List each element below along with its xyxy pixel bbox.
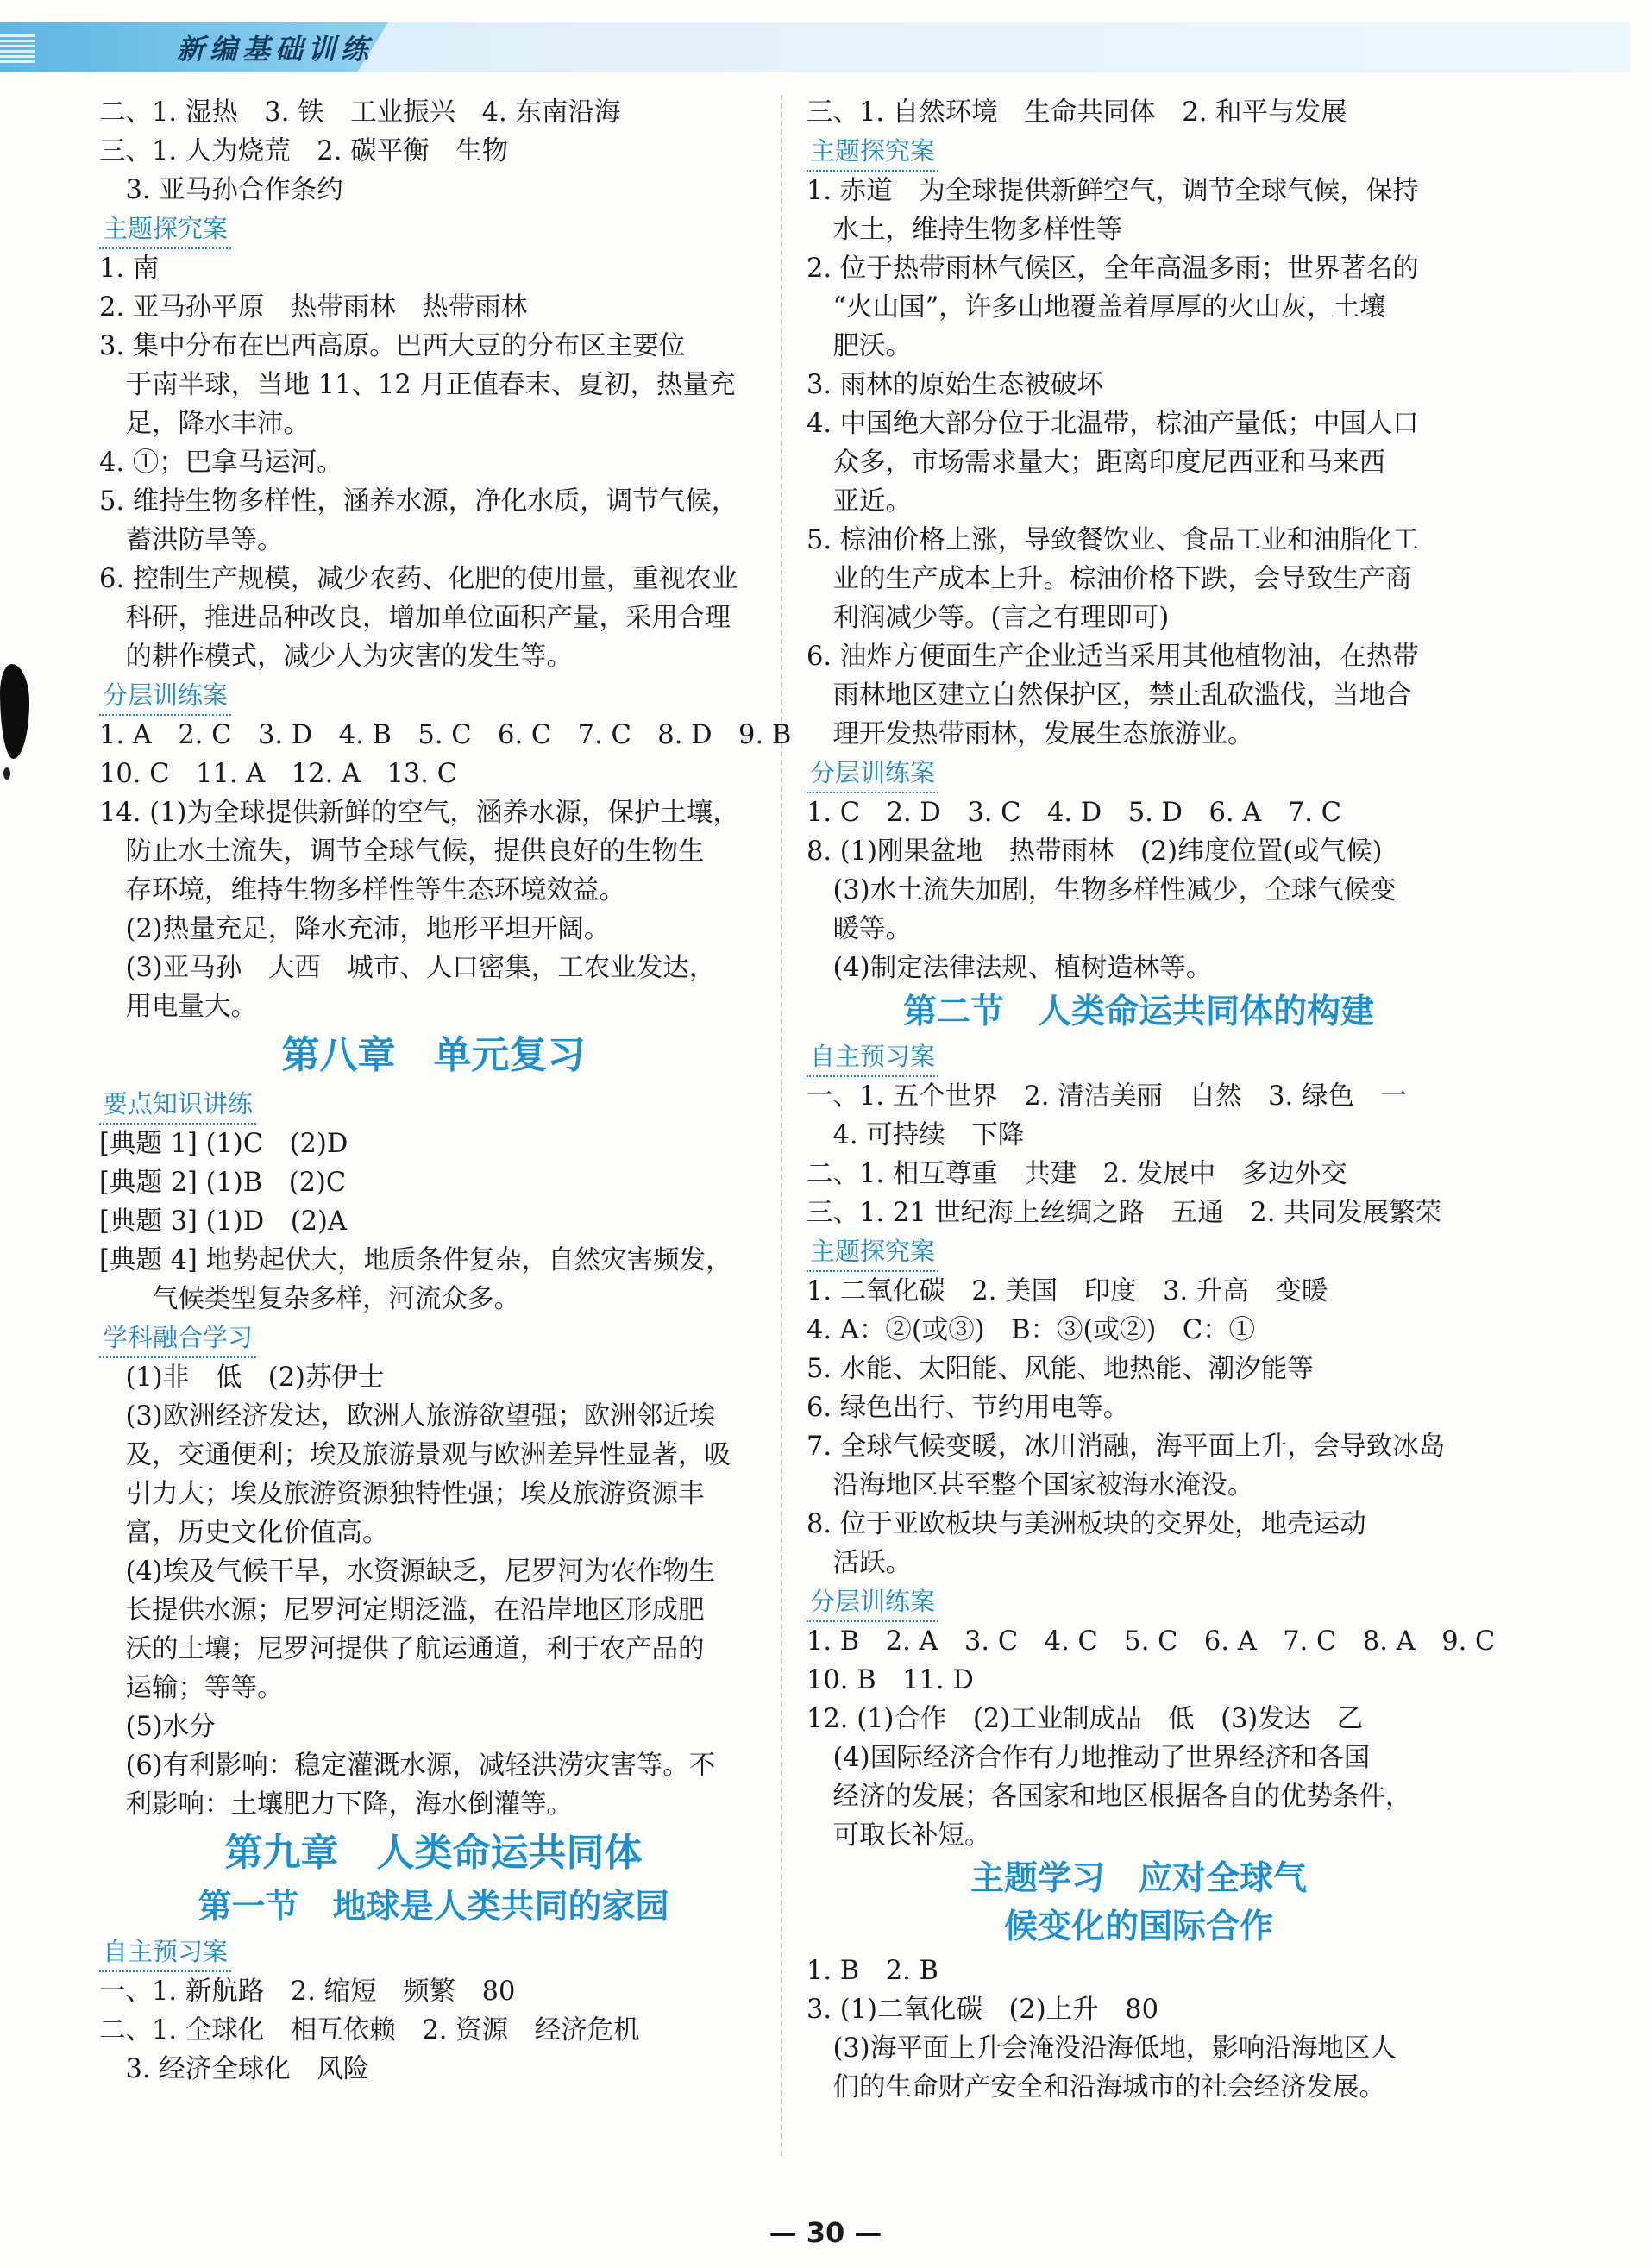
page-number: — 30 —	[769, 2216, 882, 2249]
answer-line: [典题 2] (1)B (2)C	[99, 1168, 347, 1198]
topic-heading: 主题学习 应对全球气	[970, 1859, 1307, 1898]
answer-line: [典题 3] (1)D (2)A	[99, 1206, 347, 1237]
answer-line: (1)非 低 (2)苏伊士	[99, 1363, 385, 1393]
answer-line: (5)水分	[99, 1712, 216, 1742]
chapter-heading: 第九章 人类命运共同体	[224, 1831, 643, 1875]
section-tag: 要点知识讲练	[99, 1085, 256, 1125]
section-tag: 自主预习案	[99, 1933, 231, 1972]
answer-line: 沿海地区甚至整个国家被海水淹没。	[807, 1470, 1254, 1501]
answer-line: 1. B 2. B	[807, 1956, 938, 1986]
answer-line: 7. 全球气候变暖，冰川消融，海平面上升，会导致冰岛	[807, 1432, 1446, 1462]
answer-line: 10. B 11. D	[807, 1665, 974, 1695]
topic-heading: 候变化的国际合作	[1003, 1908, 1273, 1946]
answer-line: 的耕作模式，减少人为灾害的发生等。	[99, 642, 573, 672]
header-title: 新编基础训练	[177, 33, 374, 66]
answer-line: [典题 1] (1)C (2)D	[99, 1129, 348, 1159]
answer-line: 12. (1)合作 (2)工业制成品 低 (3)发达 乙	[807, 1704, 1364, 1734]
answer-line: 2. 位于热带雨林气候区，全年高温多雨；世界著名的	[807, 254, 1419, 284]
answer-line: 5. 水能、太阳能、风能、地热能、潮汐能等	[807, 1354, 1314, 1384]
section-tag-row	[99, 210, 768, 249]
answer-line: 肥沃。	[807, 331, 912, 361]
answer-line: 引力大；埃及旅游资源独特性强；埃及旅游资源丰	[99, 1479, 705, 1509]
answer-line: 防止水土流失，调节全球气候，提供良好的生物生	[99, 836, 705, 867]
answer-line: 3. 雨林的原始生态被破坏	[807, 370, 1103, 400]
answer-line: 三、1. 人为烧荒 2. 碳平衡 生物	[99, 136, 509, 166]
scan-blot	[0, 664, 29, 759]
section-tag: 主题探究案	[99, 210, 231, 249]
answer-line: 4. 中国绝大部分位于北温带，棕油产量低；中国人口	[807, 409, 1419, 439]
section-heading: 第一节 地球是人类共同的家园	[198, 1888, 669, 1927]
left-column	[99, 93, 792, 2089]
answer-line: 暖等。	[807, 914, 912, 944]
chapter-heading: 第八章 单元复习	[281, 1033, 586, 1077]
answer-line: 业的生产成本上升。棕油价格下跌，会导致生产商	[807, 564, 1412, 594]
section-heading: 第二节 人类命运共同体的构建	[902, 993, 1374, 1031]
answer-line: 4. A：②(或③) B：③(或②) C：①	[807, 1315, 1256, 1345]
section-tag-row	[807, 1232, 1471, 1272]
answer-line: 水土，维持生物多样性等	[807, 215, 1122, 245]
section-tag-row	[807, 754, 1471, 793]
answer-line: 1. 南	[99, 254, 160, 284]
answer-line: 二、1. 湿热 3. 铁 工业振兴 4. 东南沿海	[99, 97, 621, 128]
answer-line: 理开发热带雨林，发展生态旅游业。	[807, 719, 1254, 749]
answer-line: 3. 集中分布在巴西高原。巴西大豆的分布区主要位	[99, 331, 686, 361]
answer-line: 2. 亚马孙平原 热带雨林 热带雨林	[99, 292, 528, 323]
answer-line: 于南半球，当地 11、12 月正值春末、夏初，热量充	[99, 370, 736, 400]
section-tag-row	[99, 1085, 768, 1125]
section-tag-row	[99, 676, 768, 716]
answer-line: 1. A 2. C 3. D 4. B 5. C 6. C 7. C 8. D 9. B	[99, 720, 792, 750]
answer-line: 经济的发展；各国家和地区根据各自的优势条件，	[807, 1782, 1412, 1812]
section-tag: 学科融合学习	[99, 1319, 256, 1358]
right-column	[807, 93, 1496, 2107]
section-tag-row	[807, 1582, 1471, 1622]
answer-line: “火山国”，许多山地覆盖着厚厚的火山灰，土壤	[807, 292, 1386, 323]
answer-line: 二、1. 全球化 相互依赖 2. 资源 经济危机	[99, 2015, 640, 2046]
answer-line: 1. 二氧化碳 2. 美国 印度 3. 升高 变暖	[807, 1276, 1328, 1306]
answer-line: 利润减少等。(言之有理即可)	[807, 603, 1170, 633]
answer-line: 一、1. 五个世界 2. 清洁美丽 自然 3. 绿色 一	[807, 1081, 1407, 1112]
answer-line: 三、1. 自然环境 生命共同体 2. 和平与发展	[807, 97, 1347, 128]
answer-line: (4)制定法律法规、植树造林等。	[807, 953, 1213, 983]
answer-line: [典题 4] 地势起伏大，地质条件复杂，自然灾害频发，	[99, 1245, 732, 1275]
section-tag: 主题探究案	[807, 1232, 938, 1272]
answer-line: 足，降水丰沛。	[99, 409, 310, 439]
answer-line: 们的生命财产安全和沿海城市的社会经济发展。	[807, 2072, 1385, 2102]
answer-line: (3)海平面上升会淹没沿海低地，影响沿海地区人	[807, 2033, 1397, 2064]
answer-line: 14. (1)为全球提供新鲜的空气，涵养水源，保护土壤，	[99, 798, 739, 828]
answer-line: 众多，市场需求量大；距离印度尼西亚和马来西	[807, 448, 1385, 478]
answer-line: 及，交通便利；埃及旅游景观与欧洲差异性显著，吸	[99, 1440, 731, 1470]
answer-line: 6. 控制生产规模，减少农药、化肥的使用量，重视农业	[99, 564, 738, 594]
section-tag: 主题探究案	[807, 132, 938, 172]
answer-line: 4. 可持续 下降	[807, 1120, 1025, 1150]
answer-line: 活跃。	[807, 1548, 912, 1578]
answer-line: 利影响：土壤肥力下降，海水倒灌等。	[99, 1789, 573, 1820]
answer-line: 沃的土壤；尼罗河提供了航运通道，利于农产品的	[99, 1634, 705, 1664]
answer-line: 运输；等等。	[99, 1673, 284, 1703]
answer-line: (3)水土流失加剧，生物多样性减少，全球气候变	[807, 875, 1397, 905]
answer-line: (3)亚马孙 大西 城市、人口密集，工农业发达，	[99, 953, 716, 983]
answer-line: 4. ①；巴拿马运河。	[99, 448, 343, 478]
answer-line: (4)埃及气候干旱，水资源缺乏，尼罗河为农作物生	[99, 1557, 716, 1587]
column-divider	[781, 95, 782, 2156]
answer-line: 10. C 11. A 12. A 13. C	[99, 759, 458, 789]
answer-line: (2)热量充足，降水充沛，地形平坦开阔。	[99, 914, 611, 944]
answer-line: 气候类型复杂多样，河流众多。	[99, 1284, 520, 1314]
answer-line: (6)有利影响：稳定灌溉水源，减轻洪涝灾害等。不	[99, 1751, 716, 1781]
section-tag: 分层训练案	[99, 676, 231, 716]
answer-line: 1. B 2. A 3. C 4. C 5. C 6. A 7. C 8. A 9. C	[807, 1626, 1496, 1657]
scan-dot	[3, 767, 10, 780]
answer-line: 5. 维持生物多样性，涵养水源，净化水质，调节气候，	[99, 486, 738, 517]
answer-line: 3. (1)二氧化碳 (2)上升 80	[807, 1995, 1159, 2025]
header-stripes	[0, 34, 35, 66]
answer-line: 8. (1)刚果盆地 热带雨林 (2)纬度位置(或气候)	[807, 836, 1383, 867]
answer-line: 存环境，维持生物多样性等生态环境效益。	[99, 875, 625, 905]
section-tag: 自主预习案	[807, 1037, 938, 1077]
answer-line: 1. 赤道 为全球提供新鲜空气，调节全球气候，保持	[807, 176, 1419, 206]
answer-line: 雨林地区建立自然保护区，禁止乱砍滥伐，当地合	[807, 680, 1412, 711]
answer-line: 6. 油炸方便面生产企业适当采用其他植物油，在热带	[807, 642, 1419, 672]
section-tag-row	[807, 1037, 1471, 1077]
answer-line: 长提供水源；尼罗河定期泛滥，在沿岸地区形成肥	[99, 1595, 705, 1626]
answer-line: 用电量大。	[99, 992, 257, 1022]
answer-line: 3. 经济全球化 风险	[99, 2054, 370, 2084]
section-tag-row	[807, 132, 1471, 172]
section-tag: 分层训练案	[807, 754, 938, 793]
answer-line: 富，历史文化价值高。	[99, 1518, 389, 1548]
answer-line: 三、1. 21 世纪海上丝绸之路 五通 2. 共同发展繁荣	[807, 1198, 1442, 1228]
section-tag-row	[99, 1319, 768, 1358]
section-tag: 分层训练案	[807, 1582, 938, 1622]
answer-line: 6. 绿色出行、节约用电等。	[807, 1393, 1130, 1423]
answer-line: 5. 棕油价格上涨，导致餐饮业、食品工业和油脂化工	[807, 525, 1419, 555]
answer-line: 8. 位于亚欧板块与美洲板块的交界处，地壳运动	[807, 1509, 1366, 1539]
answer-line: 一、1. 新航路 2. 缩短 频繁 80	[99, 1977, 516, 2007]
answer-line: (3)欧洲经济发达，欧洲人旅游欲望强；欧洲邻近埃	[99, 1401, 716, 1432]
answer-line: (4)国际经济合作有力地推动了世界经济和各国	[807, 1743, 1371, 1773]
answer-line: 二、1. 相互尊重 共建 2. 发展中 多边外交	[807, 1159, 1347, 1189]
answer-line: 1. C 2. D 3. C 4. D 5. D 6. A 7. C	[807, 798, 1341, 828]
answer-line: 亚近。	[807, 486, 912, 517]
answer-line: 可取长补短。	[807, 1820, 991, 1851]
answer-line: 科研，推进品种改良，增加单位面积产量，采用合理	[99, 603, 731, 633]
answer-line: 蓄洪防旱等。	[99, 525, 284, 555]
answer-line: 3. 亚马孙合作条约	[99, 175, 343, 205]
section-tag-row	[99, 1933, 768, 1972]
